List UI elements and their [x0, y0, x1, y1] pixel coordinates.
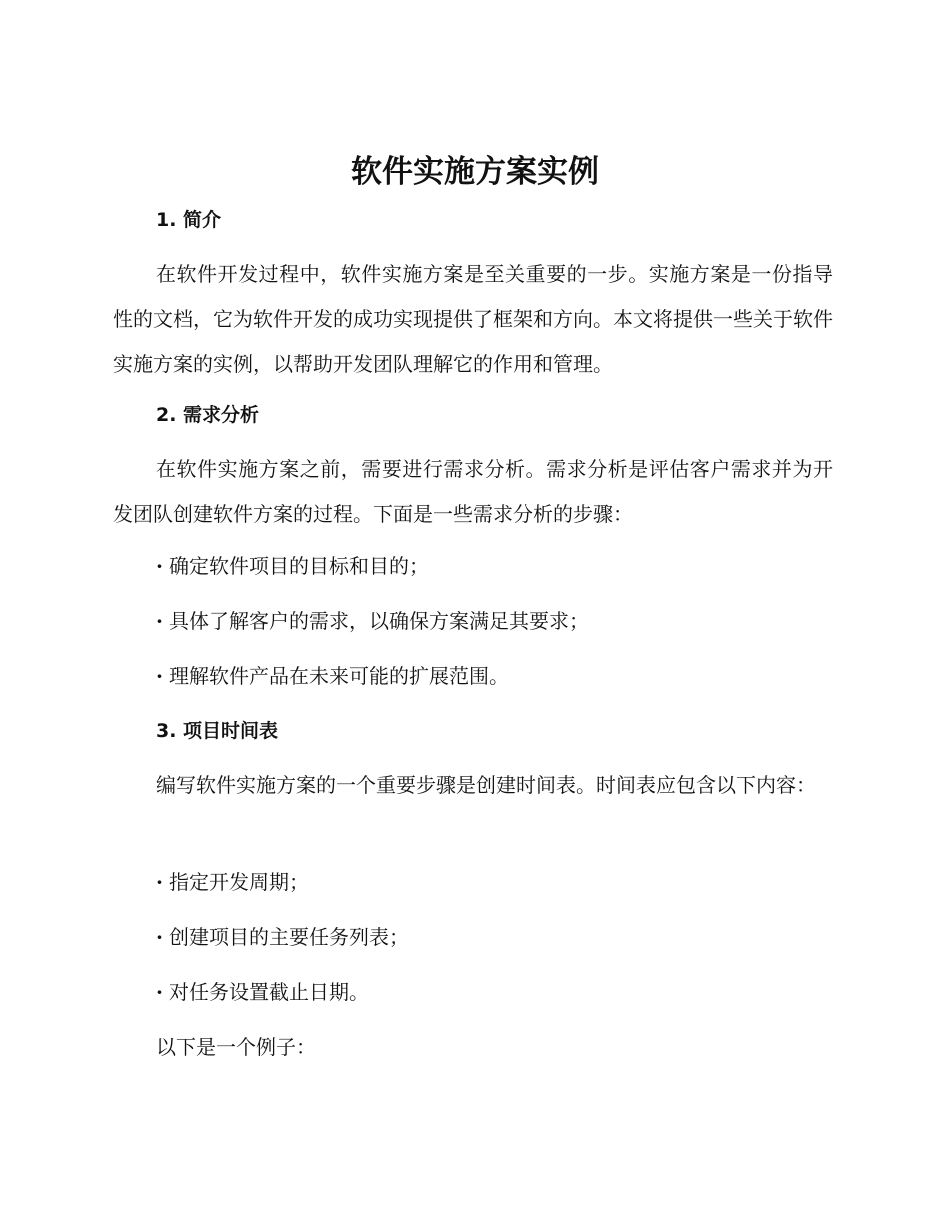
section-paragraph-timeline: 编写软件实施方案的一个重要步骤是创建时间表。时间表应包含以下内容： [156, 773, 816, 797]
list-item-text: 具体了解客户的需求，以确保方案满足其要求； [168, 609, 589, 633]
list-item-text: 指定开发周期； [168, 870, 309, 894]
document-title: 软件实施方案实例 [351, 154, 599, 190]
list-item-text: 理解软件产品在未来可能的扩展范围。 [168, 664, 509, 688]
list-item [156, 661, 836, 691]
section-paragraph-intro: 在软件开发过程中，软件实施方案是至关重要的一步。实施方案是一份指导性的文档，它为软件开发的成功实现提供了框架和方向。本文将提供一些关于软件实施方案的实例，以帮助开发团队理解它的作用和管理。 [113, 262, 833, 376]
section-heading-timeline: 3. 项目时间表 [156, 720, 279, 742]
bullet-marker: · [156, 554, 163, 578]
bullet-marker: · [156, 925, 163, 949]
list-item [156, 606, 836, 636]
bullet-marker: · [156, 870, 163, 894]
list-item-text: 对任务设置截止日期。 [168, 980, 369, 1004]
section-heading-requirements: 2. 需求分析 [156, 404, 260, 426]
list-item [156, 977, 836, 1007]
list-item [156, 867, 836, 897]
section-paragraph-requirements: 在软件实施方案之前，需要进行需求分析。需求分析是评估客户需求并为开发团队创建软件方案的过程。下面是一些需求分析的步骤： [113, 457, 833, 526]
list-item [156, 922, 836, 952]
bullet-marker: · [156, 980, 163, 1004]
bullet-marker: · [156, 664, 163, 688]
list-item-text: 创建项目的主要任务列表； [168, 925, 409, 949]
bullet-marker: · [156, 609, 163, 633]
list-item-text: 确定软件项目的目标和目的； [168, 554, 429, 578]
example-intro-text: 以下是一个例子： [156, 1035, 316, 1059]
section-heading-intro: 1. 简介 [156, 209, 222, 231]
list-item [156, 551, 836, 581]
